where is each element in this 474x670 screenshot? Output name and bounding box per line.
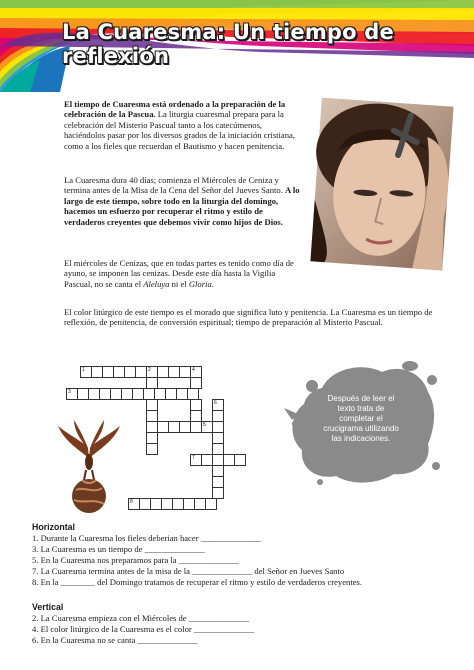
paragraph-ash-wednesday (64, 258, 300, 289)
paragraph-ash-mid: ni el (169, 278, 189, 289)
splat-instruction-text: Después de leer el texto trata de completar el crucigrama utilizando las indicaciones. (323, 394, 399, 443)
clue-number: 8 (130, 499, 133, 505)
vertical-heading: Vertical (32, 602, 64, 612)
vertical-clues (32, 602, 254, 646)
horizontal-heading: Horizontal (32, 522, 76, 532)
word-gloria: Gloria (188, 278, 212, 289)
horizontal-clues (32, 522, 362, 588)
crossword-cell[interactable] (146, 443, 158, 455)
ash-cross-photo (306, 94, 458, 274)
horizontal-clue: 8. En la ________ del Domingo tratamos de recuperar el ritmo y estilo de verdaderos creyentes. (32, 577, 363, 587)
crossword-cell[interactable] (212, 410, 224, 422)
paragraph-intro-bold: El tiempo de Cuaresma está ordenado a la preparación de la celebración de la Pascua. (64, 99, 286, 120)
clue-number: 2 (148, 367, 151, 373)
crossword-cell[interactable] (234, 454, 246, 466)
clue-number: 6 (214, 400, 217, 406)
paragraph-intro-rest: La liturgia cuaresmal prepara para la celebración del Misterio Pascual tanto a los catecúmenos, haciéndolos pasar por los diversos grados de la iniciación cristiana, como a los fieles que recuerdan el Bautismo y hacen penitencia. (64, 109, 296, 151)
clue-number: 7 (192, 455, 195, 461)
page-title: La Cuaresma: Un tiempo de reflexión (62, 20, 394, 68)
crossword-cell[interactable] (190, 377, 202, 389)
horizontal-clue: 7. La Cuaresma termina antes de la misa de la ______________ del Señor en Jueves Santo (32, 566, 345, 576)
clue-number: 1 (82, 367, 85, 373)
paragraph-duration-bold: A lo largo de este tiempo, sobre todo en la liturgia del domingo, hacemos un esfuerzo por recuperar el ritmo y estilo de verdaderos creyentes que debemos vivir como hijos de Dios. (64, 185, 300, 227)
horizontal-clue: 3. La Cuaresma es un tiempo de ______________ (32, 544, 205, 554)
horizontal-clue: 1. Durante la Cuaresma los fieles deberian hacer ______________ (32, 533, 261, 543)
paragraph-duration (64, 175, 300, 227)
vertical-clue: 6. En la Cuaresma no se canta ______________ (32, 635, 198, 645)
clue-number: 3 (68, 389, 71, 395)
clue-number: 5 (203, 422, 206, 428)
phoenix-globe-illustration (56, 418, 122, 514)
horizontal-clue: 5. En la Cuaresma nos preparamos para la ______________ (32, 555, 239, 565)
crossword-cell[interactable] (201, 454, 213, 466)
crossword-cell[interactable] (205, 498, 217, 510)
paragraph-ash-start: El miércoles de Cenizas, que en todas partes es tenido como día de ayuno, se imponen las cenizas. Desde este día hasta la Vigilia Pascual, no se canta el (64, 258, 294, 289)
paragraph-intro (64, 99, 300, 151)
paragraph-liturgical-color: El color litúrgico de este tiempo es el morado que significa luto y penitencia. La Cuaresma es un tiempo de reflexión, de penitencia, de conversión espiritual; tiempo de preparación al Misterio Pascual. (64, 307, 433, 328)
vertical-clue: 4. El color litúrgico de la Cuaresma es el color ______________ (32, 624, 255, 634)
crossword-cell[interactable] (212, 487, 224, 499)
vertical-clue: 2. La Cuaresma empieza con el Miércoles de ______________ (32, 613, 249, 623)
word-aleluya: Aleluya (143, 278, 170, 289)
clue-number: 4 (192, 367, 195, 373)
paragraph-ash-end: . (211, 278, 214, 289)
crossword-cell[interactable] (146, 377, 158, 389)
paragraph-duration-start: La Cuaresma dura 40 días; comienza el Miércoles de Ceniza y termina antes de la Misa de la Cena del Señor del Jueves Santo. (64, 175, 285, 196)
